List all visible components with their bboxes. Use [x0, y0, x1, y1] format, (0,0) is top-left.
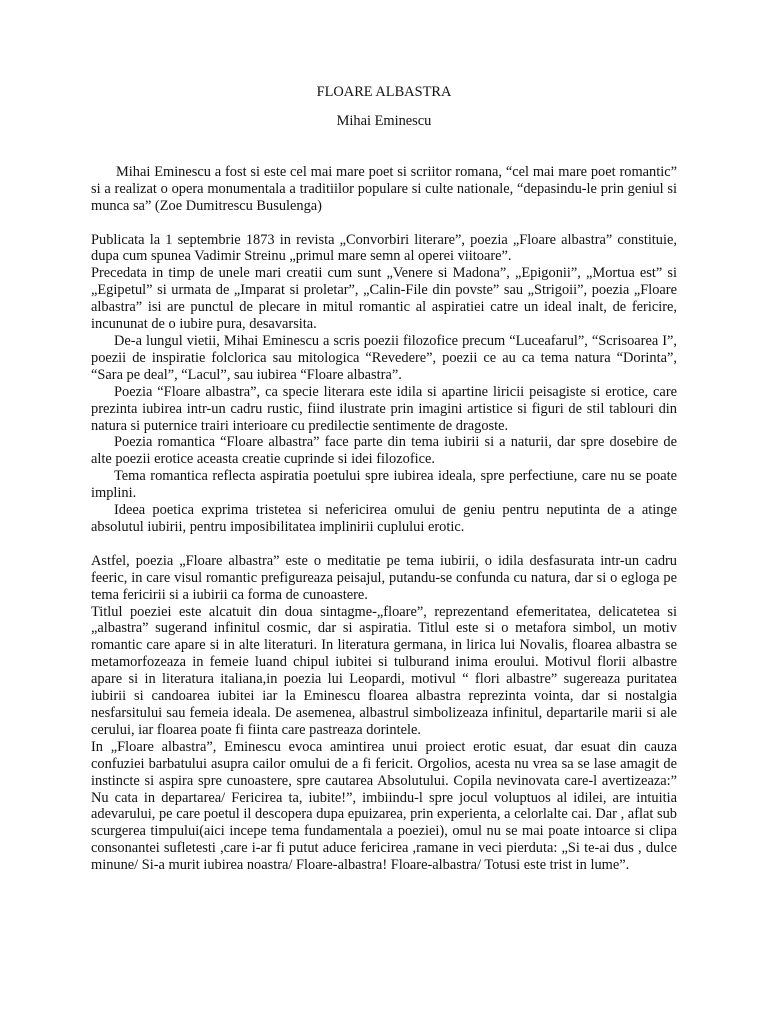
body-paragraph: In „Floare albastra”, Eminescu evoca amintirea unui proiect erotic esuat, dar esuat din cauza confuziei barbatului asupra cailor omului de a fi fericit. Orgolios, acesta nu vrea sa se lase amagit de instincte si aspira spre cunoastere, spre cautarea Absolutului. Copila nevinovata care-l avertizeaza:” Nu cata in departarea/ Fericirea ta, iubite!”, imbiindu-l spre jocul voluptuos al idilei, are intuitia adevarului, pe care poetul il descopera dupa epuizarea, prin experienta, a celorlalte cai. Dar , aflat sub scurgerea timpului(aici incepe tema fundamentala a poeziei), omul nu se mai poate intoarce si clipa consonantei sufletesti ,care i-ar fi putut aduce fericirea ,ramane in veci pierduta: „Si te-ai dus , dulce minune/ Si-a murit iubirea noastra/ Floare-albastra! Floare-albastra/ Totusi este trist in lume”. — [91, 738, 677, 874]
body-paragraph: Poezia romantica “Floare albastra” face parte din tema iubirii si a naturii, dar spre dosebire de alte poezii erotice aceasta creatie cuprinde si idei filozofice. — [91, 434, 677, 468]
body-paragraph: Astfel, poezia „Floare albastra” este o meditatie pe tema iubirii, o idila desfasurata intr-un cadru feeric, in care visul romantic prefigureaza peisajul, putandu-se confunda cu natura, dar si o egloga pe tema fericirii si a iubirii ca forma de cunoastere. — [91, 552, 677, 603]
document-page — [91, 84, 677, 874]
document-author: Mihai Eminescu — [336, 112, 432, 129]
body-paragraph: De-a lungul vietii, Mihai Eminescu a scris poezii filozofice precum “Luceafarul”, “Scrisoarea I”, poezii de inspiratie folclorica sau mitologica “Revedere”, poezii ce au ca tema natura “Dorinta”, “Sara pe deal”, “Lacul”, sau iubirea “Floare albastra”. — [91, 332, 677, 383]
body-paragraph: Tema romantica reflecta aspiratia poetului spre iubirea ideala, spre perfectiune, care nu se poate implini. — [91, 468, 677, 502]
body-paragraph: Ideea poetica exprima tristetea si nefericirea omului de geniu pentru neputinta de a atinge absolutul iubirii, pentru imposibilitatea implinirii cuplului erotic. — [91, 502, 677, 535]
body-paragraph: Precedata in timp de unele mari creatii cum sunt „Venere si Madona”, „Epigonii”, „Mortua est” si „Egipetul” si urmata de „Imparat si proletar”, „Calin-File din povste” sau „Strigoii”, poezia „Floare albastra” isi are punctul de plecare in mitul romantic al aspiratiei catre un ideal inalt, de fericire, incununat de o iubire pura, desavarsita. — [91, 265, 677, 333]
document-title: FLOARE ALBASTRA — [316, 84, 452, 100]
body-paragraph: Publicata la 1 septembrie 1873 in revista „Convorbiri literare”, poezia „Floare albastra” constituie, dupa cum spunea Vadimir Streinu „primul mare semn al operei viitoare”. — [91, 231, 677, 265]
body-paragraph: Titlul poeziei este alcatuit din doua sintagme-„floare”, reprezentand efemeritatea, delicatetea si „albastra” sugerand infinitul cosmic, dar si aspiratia. Titlul este si o metafora simbol, un motiv romantic care apare si in alte literaturi. In literatura germana, in lirica lui Novalis, floarea albastra se metamorfozeaza in femeie luand chipul iubitei si tulburand inima eroului. Motivul florii albastre apare si in literatura italiana,in poezia lui Leopardi, motivul “ flori albastre” sugereaza puritatea iubirii si candoarea iubitei iar la Eminescu floarea albastra reprezinta vointa, dar si nostalgia nesfarsitului sau femeia ideala. De asemenea, albastrul simbolizeaza infinitul, departarile marii si ale cerului, iar floarea poate fi fiinta care pastreaza dorintele. — [91, 603, 677, 738]
body-paragraph: Poezia “Floare albastra”, ca specie literara este idila si apartine liricii peisagiste si erotice, care prezinta iubirea intr-un cadru rustic, fiind ilustrate prin imagini artistice si figuri de stil tablouri din natura si puternice trairi interioare cu predilectie sentimente de dragoste. — [91, 383, 677, 434]
intro-paragraph: Mihai Eminescu a fost si este cel mai mare poet si scriitor romana, “cel mai mare poet romantic” si a realizat o opera monumentala a traditiilor populare si culte nationale, “depasindu-le prin geniul si munca sa” (Zoe Dumitrescu Busulenga) — [91, 163, 677, 214]
